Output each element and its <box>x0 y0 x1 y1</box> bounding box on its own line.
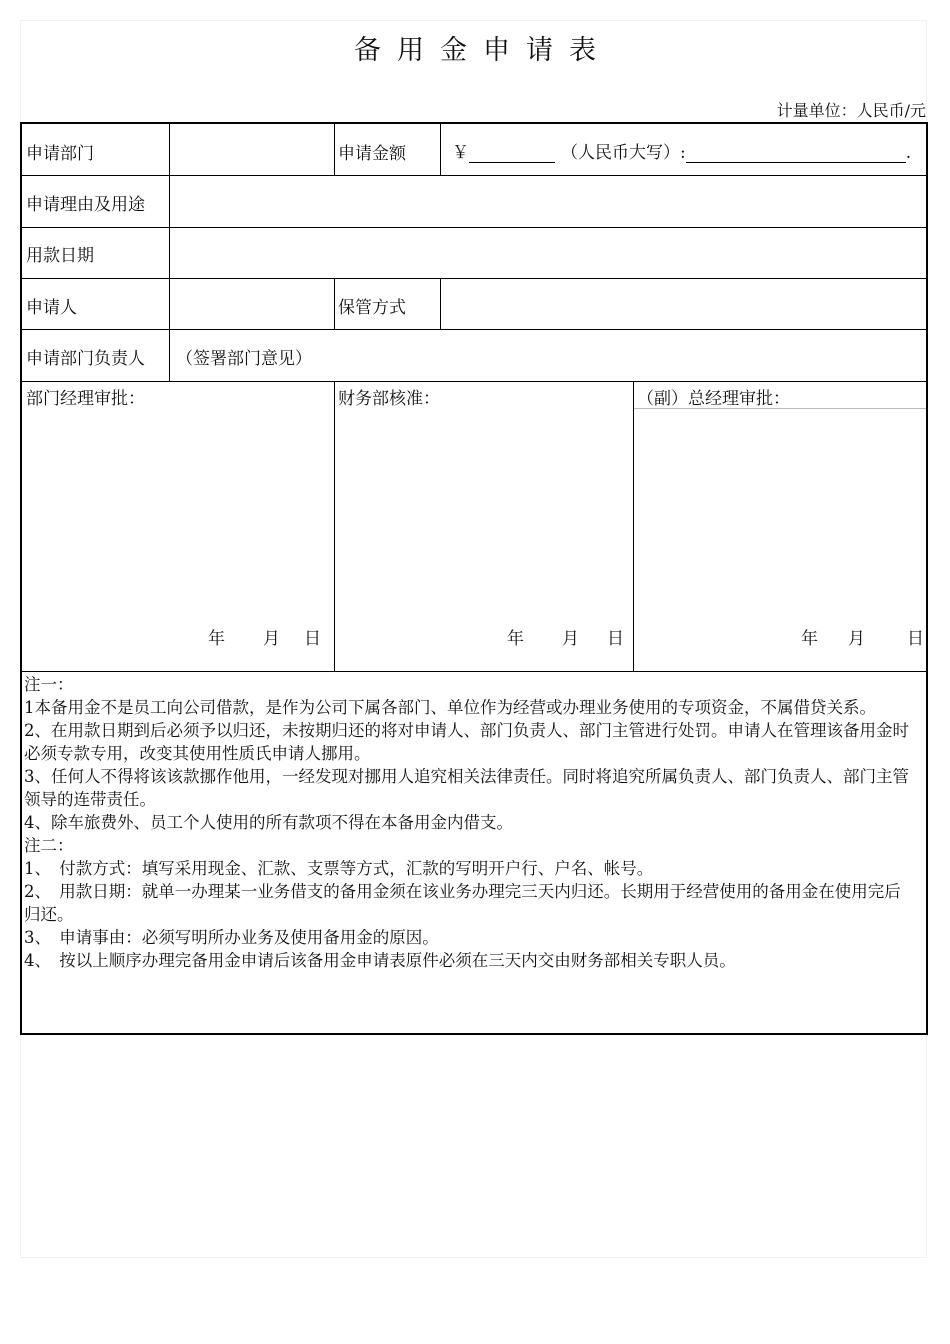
note2-item: 1、 付款方式：填写采用现金、汇款、支票等方式，汇款的写明开户行、户名、帐号。 <box>24 859 654 878</box>
day-label: 日 <box>304 629 321 649</box>
column-divider <box>440 278 441 329</box>
finance-approval-label: 财务部核准： <box>338 389 440 409</box>
amount-caps-blank[interactable] <box>686 143 906 163</box>
reason-field[interactable] <box>174 190 914 212</box>
column-divider <box>440 124 441 175</box>
dept-manager-approval-label: 部门经理审批： <box>26 389 145 409</box>
use-date-field[interactable] <box>174 241 914 263</box>
form-title: 备用金申请表 <box>354 35 612 66</box>
reason-label: 申请理由及用途 <box>26 195 145 215</box>
year-label: 年 <box>801 629 818 649</box>
row-divider <box>22 227 926 228</box>
row-divider <box>22 175 926 176</box>
row-divider <box>22 329 926 330</box>
applicant-field[interactable] <box>174 293 329 315</box>
note1-item: 4、除车旅费外、员工个人使用的所有款项不得在本备用金内借支。 <box>24 813 513 832</box>
custody-field[interactable] <box>446 293 916 315</box>
currency-unit-label: 计量单位：人民币/元 <box>776 101 926 120</box>
gm-date[interactable] <box>801 624 924 649</box>
column-divider <box>334 124 335 175</box>
yuan-symbol: ￥ <box>452 143 469 163</box>
column-divider <box>633 381 634 671</box>
column-divider <box>334 278 335 329</box>
dept-field[interactable] <box>174 139 329 161</box>
row-divider <box>22 671 926 672</box>
column-divider <box>334 381 335 671</box>
note1-title: 注一： <box>24 675 74 694</box>
year-label: 年 <box>208 629 225 649</box>
year-label: 年 <box>507 629 524 649</box>
custody-label: 保管方式 <box>338 298 406 318</box>
finance-date[interactable] <box>507 624 624 649</box>
amount-caps-label: （人民币大写）: <box>561 143 686 163</box>
column-divider <box>169 124 170 381</box>
day-label: 日 <box>607 629 624 649</box>
day-label: 日 <box>907 629 924 649</box>
note1-item: 1本备用金不是员工向公司借款，是作为公司下属各部门、单位作为经营或办理业务使用的专项资金，不属借贷关系。 <box>24 698 876 717</box>
use-date-label: 用款日期 <box>26 246 94 266</box>
row-divider <box>22 381 926 382</box>
note1-item: 2、在用款日期到后必须予以归还，未按期归还的将对申请人、部门负责人、部门主管进行处罚。申请人在管理该备用金时必须专款专用，改变其使用性质氏申请人挪用。 <box>24 721 909 763</box>
amount-label: 申请金额 <box>338 144 406 164</box>
dept-label: 申请部门 <box>26 144 94 164</box>
amount-number-blank[interactable] <box>469 143 555 163</box>
amount-end-mark: . <box>905 143 912 163</box>
dept-manager-date[interactable] <box>208 624 321 649</box>
notes-section <box>24 673 914 972</box>
note2-item: 2、 用款日期：就单一办理某一业务借支的备用金须在该业务办理完三天内归还。长期用于经营使用的备用金在使用完后归还。 <box>24 882 901 924</box>
note2-title: 注二： <box>24 836 74 855</box>
note1-item: 3、任何人不得将该该款挪作他用，一经发现对挪用人追究相关法律责任。同时将追究所属负责人、部门负责人、部门主管领导的连带责任。 <box>24 767 909 809</box>
application-form-table <box>20 122 928 1035</box>
applicant-label: 申请人 <box>26 298 77 318</box>
gm-approval-label: （副）总经理审批： <box>637 389 790 409</box>
amount-field[interactable] <box>452 138 911 163</box>
note2-item: 3、 申请事由：必须写明所办业务及使用备用金的原因。 <box>24 928 439 947</box>
dept-head-label: 申请部门负责人 <box>26 349 145 369</box>
month-label: 月 <box>562 629 579 649</box>
month-label: 月 <box>263 629 280 649</box>
row-divider <box>22 278 926 279</box>
note2-item: 4、 按以上顺序办理完备用金申请后该备用金申请表原件必须在三天内交由财务部相关专职人员。 <box>24 951 736 970</box>
month-label: 月 <box>848 629 865 649</box>
dept-head-opinion-field[interactable]: （签署部门意见） <box>176 349 312 369</box>
